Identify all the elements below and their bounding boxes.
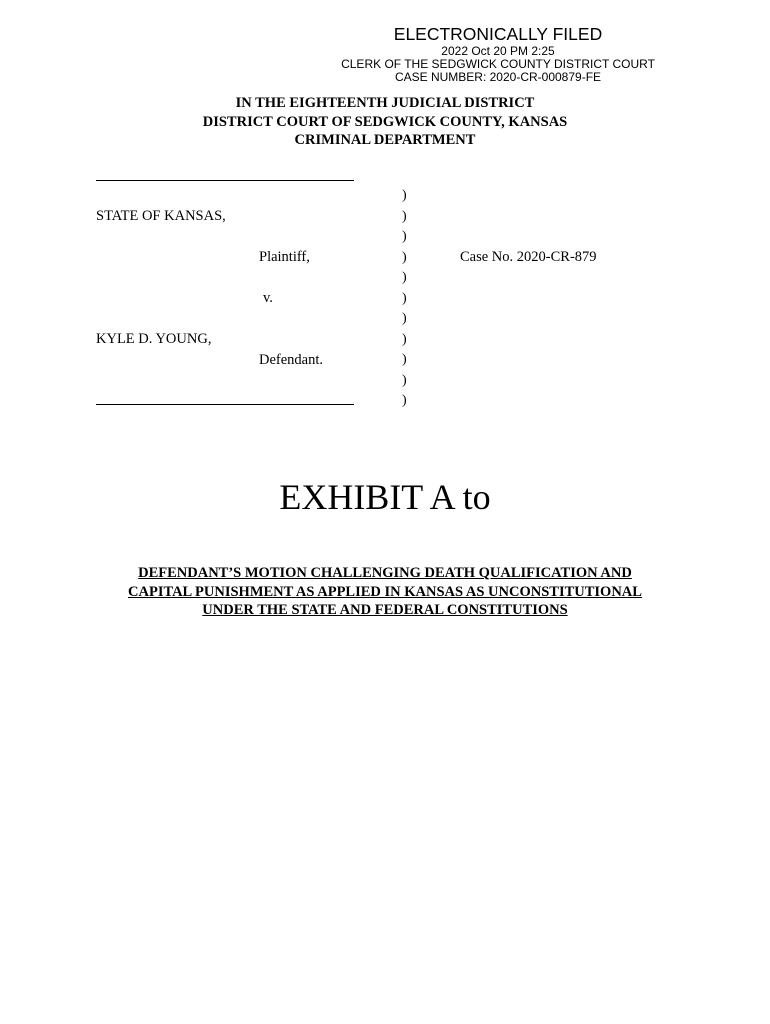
filing-stamp-clerk: CLERK OF THE SEDGWICK COUNTY DISTRICT COURT — [341, 56, 655, 71]
caption-paren: ) — [402, 188, 407, 203]
caption-parenthesis-column — [402, 186, 407, 412]
caption-paren: ) — [402, 270, 407, 285]
defendant-name: KYLE D. YOUNG, — [96, 331, 212, 347]
motion-title-line-2: CAPITAL PUNISHMENT AS APPLIED IN KANSAS AS UNCONSTITUTIONAL — [128, 583, 642, 600]
plaintiff-role: Plaintiff, — [259, 249, 310, 265]
defendant-role: Defendant. — [259, 352, 324, 368]
court-heading — [0, 94, 770, 150]
caption-top-rule — [96, 180, 354, 181]
caption-paren: ) — [402, 229, 407, 244]
court-heading-line-3: CRIMINAL DEPARTMENT — [294, 132, 476, 148]
plaintiff-name: STATE OF KANSAS, — [96, 208, 226, 224]
court-heading-line-2: DISTRICT COURT OF SEDGWICK COUNTY, KANSAS — [202, 113, 568, 130]
caption-paren: ) — [402, 372, 407, 388]
court-heading-line-1: IN THE EIGHTEENTH JUDICIAL DISTRICT — [235, 95, 535, 111]
filing-stamp-date: 2022 Oct 20 PM 2:25 — [441, 43, 555, 58]
exhibit-title: EXHIBIT A to — [279, 477, 491, 517]
caption-paren: ) — [402, 393, 407, 408]
caption-bottom-rule — [96, 404, 354, 405]
caption-paren: ) — [402, 331, 407, 347]
caption-paren: ) — [402, 208, 407, 224]
caption-paren: ) — [402, 249, 407, 265]
filing-stamp-case-number: CASE NUMBER: 2020-CR-000879-FE — [394, 69, 602, 84]
motion-title — [0, 564, 770, 620]
caption-paren: ) — [402, 352, 407, 367]
motion-title-line-3: UNDER THE STATE AND FEDERAL CONSTITUTIONS — [202, 602, 568, 618]
caption-paren: ) — [402, 311, 407, 326]
filing-stamp-title: ELECTRONICALLY FILED — [393, 24, 603, 44]
electronic-filing-stamp — [300, 26, 696, 84]
motion-title-line-1: DEFENDANT’S MOTION CHALLENGING DEATH QUALIFICATION AND — [138, 565, 632, 581]
case-number: Case No. 2020-CR-879 — [460, 249, 597, 265]
versus-label: v. — [263, 290, 273, 306]
caption-paren: ) — [402, 290, 407, 306]
